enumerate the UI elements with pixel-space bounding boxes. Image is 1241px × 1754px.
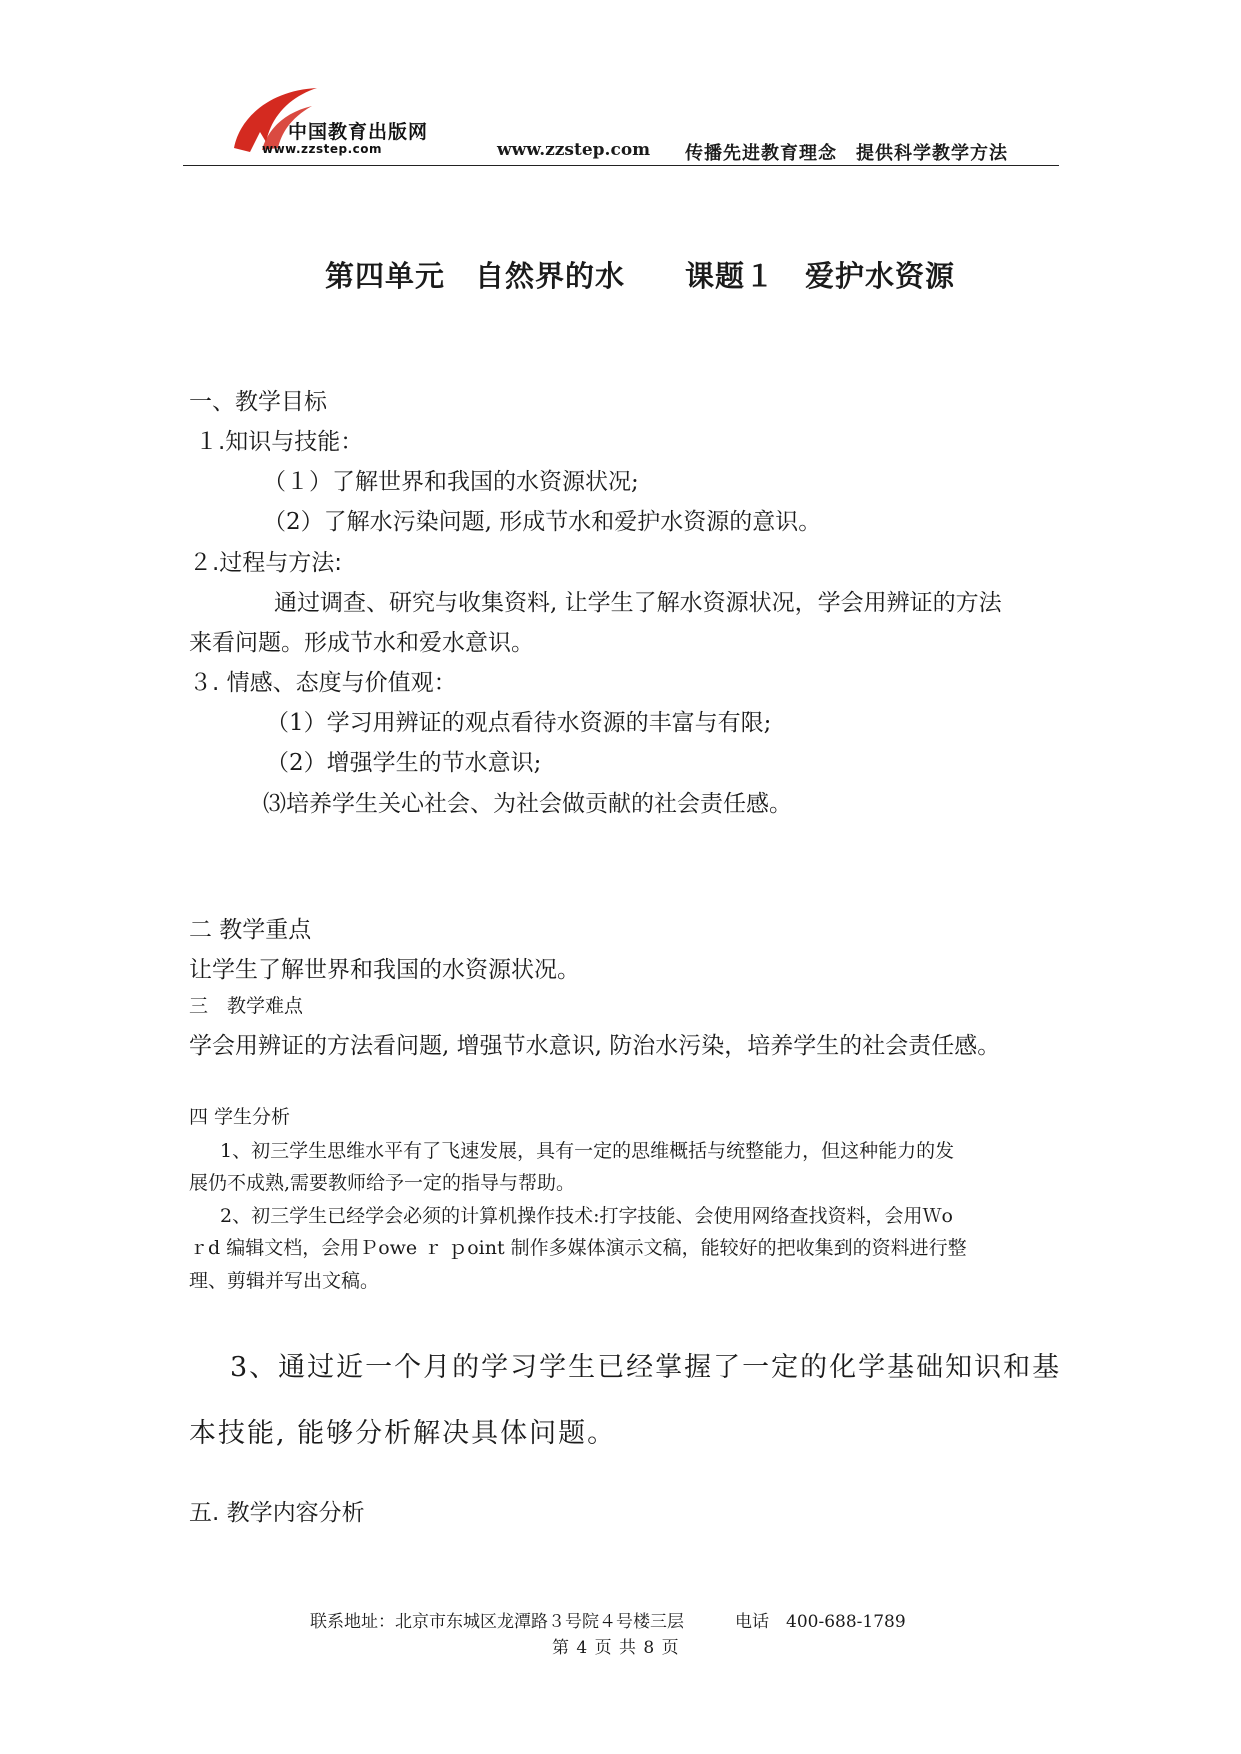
section2-heading: 二 教学重点	[189, 917, 312, 943]
footer-address: 联系地址：北京市东城区龙潭路３号院４号楼三层 电话 400-688-1789	[310, 1612, 906, 1632]
section1-sub1: １.知识与技能：	[195, 429, 364, 455]
section4-p2-line3: 理、剪辑并写出文稿。	[189, 1270, 380, 1292]
section4-p1-line2: 展仍不成熟,需要教师给予一定的指导与帮助。	[189, 1172, 576, 1194]
section1-heading: 一、教学目标	[189, 389, 327, 415]
logo-text: 中国教育出版网	[288, 121, 429, 143]
section1-sub3-item3: ⑶培养学生关心社会、为社会做贡献的社会责任感。	[263, 791, 792, 817]
section4-p2-line2: ｒd 编辑文档，会用Ｐowe ｒ ｐoint 制作多媒体演示文稿，能较好的把收集到的资料进行整	[189, 1237, 967, 1259]
footer-page-number: 第 4 页 共 8 页	[552, 1638, 680, 1658]
section1-sub3: ３. 情感、态度与价值观：	[189, 670, 457, 696]
header-divider	[183, 165, 1059, 166]
section4-heading: 四 学生分析	[189, 1106, 291, 1128]
document-title: 第四单元 自然界的水 课题１ 爱护水资源	[325, 259, 956, 293]
logo-url: www.zzstep.com	[262, 142, 383, 156]
section3-heading: 三 教学难点	[189, 995, 304, 1017]
section3-text: 学会用辨证的方法看问题, 增强节水意识, 防治水污染，培养学生的社会责任感。	[189, 1033, 1001, 1059]
section4-p1-line1: 1、初三学生思维水平有了飞速发展，具有一定的思维概括与统整能力，但这种能力的发	[220, 1140, 955, 1162]
section1-sub3-item1: （1）学习用辨证的观点看待水资源的丰富与有限;	[266, 710, 772, 736]
section1-sub2: ２.过程与方法:	[189, 550, 343, 576]
section5-heading: 五. 教学内容分析	[189, 1500, 365, 1526]
header-site-url[interactable]: www.zzstep.com	[497, 140, 651, 160]
section4-p3-line2: 本技能, 能够分析解决具体问题。	[189, 1418, 617, 1449]
section1-sub2-para-line2: 来看问题。形成节水和爱水意识。	[189, 630, 534, 656]
header-slogan: 传播先进教育理念 提供科学教学方法	[685, 143, 1008, 164]
section1-sub2-para-line1: 通过调查、研究与收集资料, 让学生了解水资源状况，学会用辨证的方法	[274, 590, 1002, 616]
section4-p3-line1: 3、通过近一个月的学习学生已经掌握了一定的化学基础知识和基	[230, 1352, 1062, 1383]
section1-sub1-item1: （１）了解世界和我国的水资源状况;	[263, 469, 639, 495]
section4-p2-line1: 2、初三学生已经学会必须的计算机操作技术:打字技能、会使用网络查找资料，会用Ｗo	[220, 1205, 953, 1227]
section1-sub1-item2: （2）了解水污染问题, 形成节水和爱护水资源的意识。	[263, 509, 822, 535]
section2-text: 让学生了解世界和我国的水资源状况。	[189, 957, 580, 983]
section1-sub3-item2: （2）增强学生的节水意识;	[266, 750, 542, 776]
